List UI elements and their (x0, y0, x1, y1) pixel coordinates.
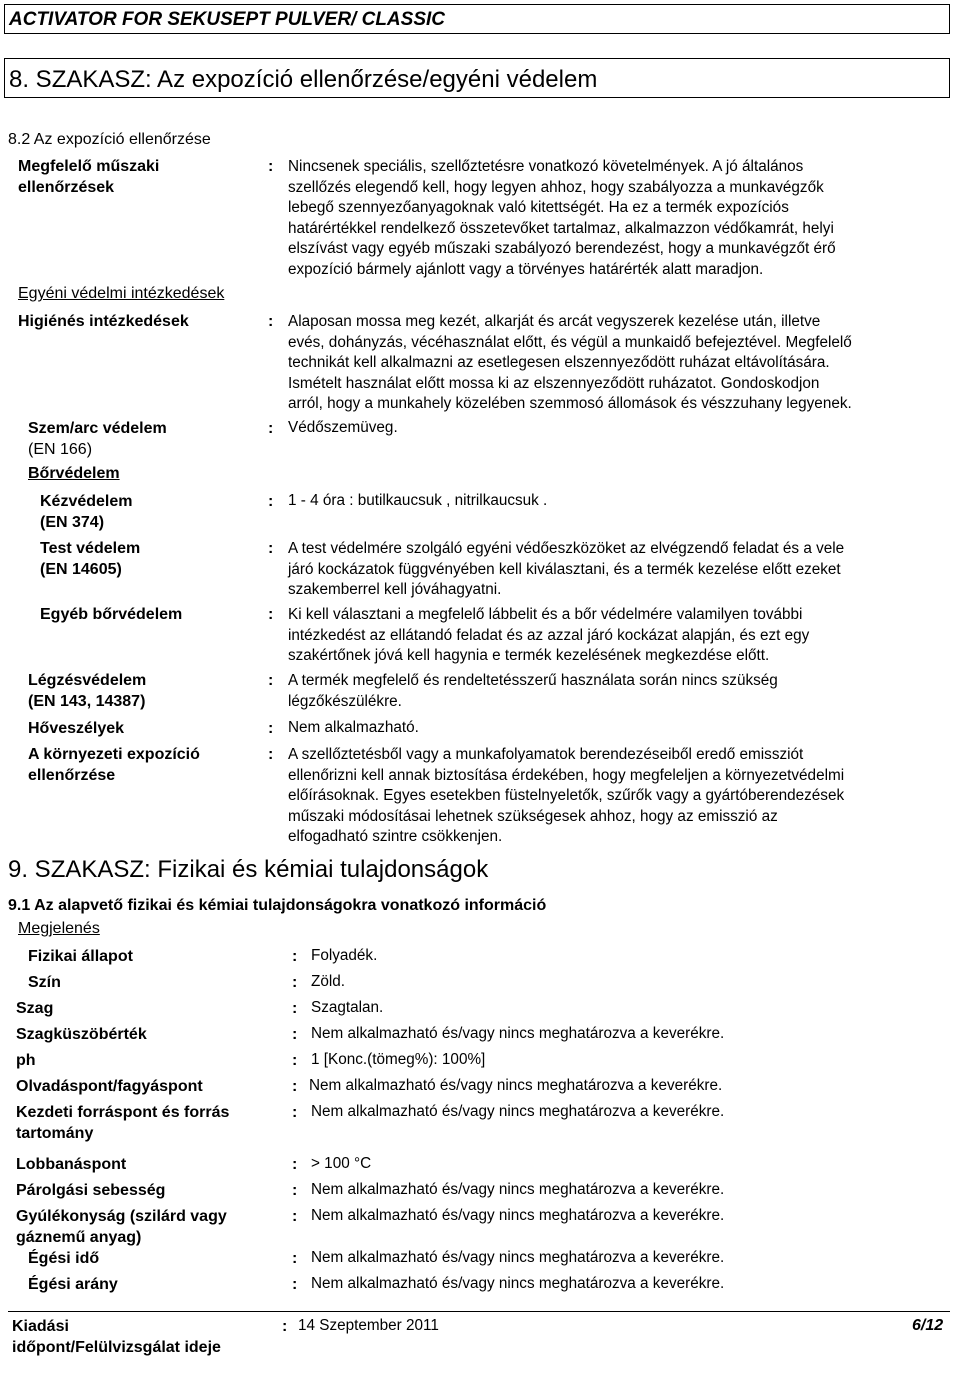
appearance-heading: Megjelenés (18, 920, 100, 937)
document-title: ACTIVATOR FOR SEKUSEPT PULVER/ CLASSIC (9, 9, 445, 30)
respiratory-protection-label: Légzésvédelem (EN 143, 14387) (28, 672, 147, 710)
property-value: > 100 °C (311, 1155, 372, 1172)
property-value: Szagtalan. (311, 999, 384, 1016)
section-9-title: 9. SZAKASZ: Fizikai és kémiai tulajdonságok (8, 856, 489, 883)
colon: : (292, 1104, 298, 1121)
page-number: 6/12 (912, 1317, 944, 1334)
property-label: Szag (16, 1000, 54, 1017)
thermal-hazards-value: Nem alkalmazható. (288, 719, 419, 736)
env-exposure-value: A szellőztetésből vagy a munkafolyamatok berendezéseiből eredő emissziót ellenőrizni kell annak biztosítása érdekében, hogy megfeleljen a környezetvédelmi előírásoknak. Egyes esetekben füstelnyeletők, szűrők vagy a gyártóberendezések műszaki módosításai lehetnek szükségesek ahhoz, hogy az emisszió az elfogadható szintre csökkenjen. (288, 746, 845, 846)
hand-protection-label: Kézvédelem (EN 374) (40, 493, 133, 531)
hygiene-label: Higiénés intézkedések (18, 313, 189, 330)
colon: : (282, 1318, 288, 1335)
colon: : (268, 606, 274, 623)
colon: : (268, 158, 274, 175)
colon: : (292, 1026, 298, 1043)
env-exposure-label: A környezeti expozíció ellenőrzése (28, 746, 200, 784)
section-9-1-subtitle: 9.1 Az alapvető fizikai és kémiai tulajdonságokra vonatkozó információ (8, 897, 547, 914)
property-value: Nem alkalmazható és/vagy nincs meghatározva a keverékre. (311, 1103, 725, 1120)
colon: : (268, 493, 274, 510)
section-8-title: 8. SZAKASZ: Az expozíció ellenőrzése/egyéni védelem (9, 66, 598, 93)
colon: : (292, 1250, 298, 1267)
body-protection-label: Test védelem (EN 14605) (40, 540, 141, 578)
property-value: Nem alkalmazható és/vagy nincs meghatározva a keverékre. (311, 1025, 725, 1042)
footer-issue-date: 14 Szeptember 2011 (298, 1317, 439, 1334)
property-value: Nem alkalmazható és/vagy nincs meghatározva a keverékre. (311, 1207, 725, 1224)
hand-protection-value: 1 - 4 óra : butilkaucsuk , nitrilkaucsuk . (288, 492, 548, 509)
eye-protection-value: Védőszemüveg. (288, 419, 398, 436)
property-label: Olvadáspont/fagyáspont (16, 1078, 203, 1095)
property-label: Gyúlékonyság (szilárd vagy gáznemű anyag) (16, 1208, 227, 1246)
property-value: Folyadék. (311, 947, 378, 964)
colon: : (268, 313, 274, 330)
colon: : (292, 1000, 298, 1017)
property-value: Nem alkalmazható és/vagy nincs meghatározva a keverékre. (309, 1077, 723, 1094)
eng-controls-label: Megfelelő műszaki ellenőrzések (18, 158, 160, 196)
colon: : (268, 540, 274, 557)
property-label: Fizikai állapot (28, 948, 133, 965)
other-skin-protection-label: Egyéb bőrvédelem (40, 606, 183, 623)
skin-protection-heading: Bőrvédelem (28, 465, 120, 482)
footer-issue-date-label: Kiadási időpont/Felülvizsgálat ideje (12, 1318, 221, 1356)
colon: : (292, 948, 298, 965)
colon: : (268, 672, 274, 689)
section-8-2-subtitle: 8.2 Az expozíció ellenőrzése (8, 131, 211, 148)
property-value: Nem alkalmazható és/vagy nincs meghatározva a keverékre. (311, 1181, 725, 1198)
personal-protection-heading: Egyéni védelmi intézkedések (18, 285, 225, 302)
colon: : (292, 1182, 298, 1199)
property-value: Nem alkalmazható és/vagy nincs meghatározva a keverékre. (311, 1275, 725, 1292)
body-protection-value: A test védelmére szolgáló egyéni védőeszközöket az elvégzendő feladat és a vele járó kockázatok függvényében kell kiválasztani, és a termék kezelése előtt ezeket szakemberrel kell jóváhagyatni. (288, 540, 845, 599)
property-label: Kezdeti forráspont és forrás tartomány (16, 1104, 230, 1142)
property-label: Égési idő (28, 1250, 100, 1267)
thermal-hazards-label: Hőveszélyek (28, 720, 125, 737)
property-label: Párolgási sebesség (16, 1182, 166, 1199)
footer-divider (8, 1311, 950, 1312)
colon: : (292, 974, 298, 991)
eng-controls-value: Nincsenek speciális, szellőztetésre vonatkozó követelmények. A jó általános szellőzés elegendő kell, hogy legyen ahhoz, hogy szabályozza a munkavégzők lebegő szennyezőanyagoknak való kitettségét. Ha ez a termék expozíciós határértékkel rendelkező összetevőket tartalmaz, alkalmazzon védőkamrát, helyi elszívást vagy egyéb műszaki szabályozó berendezést, hogy a munkavégzőt érő expozíció bármely ajánlott vagy a törvényes határérték alatt maradjon. (288, 158, 836, 278)
colon: : (292, 1208, 298, 1225)
colon: : (292, 1078, 298, 1095)
property-value: Nem alkalmazható és/vagy nincs meghatározva a keverékre. (311, 1249, 725, 1266)
property-label: Égési arány (28, 1276, 118, 1293)
colon: : (292, 1156, 298, 1173)
document-title-bar (4, 4, 950, 34)
property-label: Szín (28, 974, 61, 991)
property-value: 1 [Konc.(tömeg%): 100%] (311, 1051, 486, 1068)
property-label: ph (16, 1052, 36, 1069)
colon: : (268, 420, 274, 437)
colon: : (292, 1052, 298, 1069)
property-label: Lobbanáspont (16, 1156, 127, 1173)
colon: : (292, 1276, 298, 1293)
respiratory-protection-value: A termék megfelelő és rendeltetésszerű használata során nincs szükség légzőkészülékre. (288, 672, 778, 710)
section-8-header (4, 58, 950, 98)
eye-protection-label: Szem/arc védelem (EN 166) (28, 420, 167, 458)
hygiene-value: Alaposan mossa meg kezét, alkarját és arcát vegyszerek kezelése után, illetve evés, dohányzás, vécéhasználat előtt, és végül a munkaidő befejeztével. Megfelelő technikát kell alkalmazni az esetlegesen elszennyeződött ruházat eltávolítására. Ismételt használat előtt mossa ki az elszennyeződött ruházatot. Gondoskodjon arról, hogy a munkahely közelében szemmosó állomások és vészzuhany legyenek. (288, 313, 852, 413)
colon: : (268, 720, 274, 737)
property-value: Zöld. (311, 973, 346, 990)
colon: : (268, 746, 274, 763)
property-label: Szagküszöbérték (16, 1026, 147, 1043)
other-skin-protection-value: Ki kell választani a megfelelő lábbelit és a bőr védelmére valamilyen további intézkedést az ellátandó feladat és az azzal járó kockázat alapján, és ezt egy szakértőnek jóvá kell hagynia e termék kezelésének megkezdése előtt. (288, 606, 810, 665)
